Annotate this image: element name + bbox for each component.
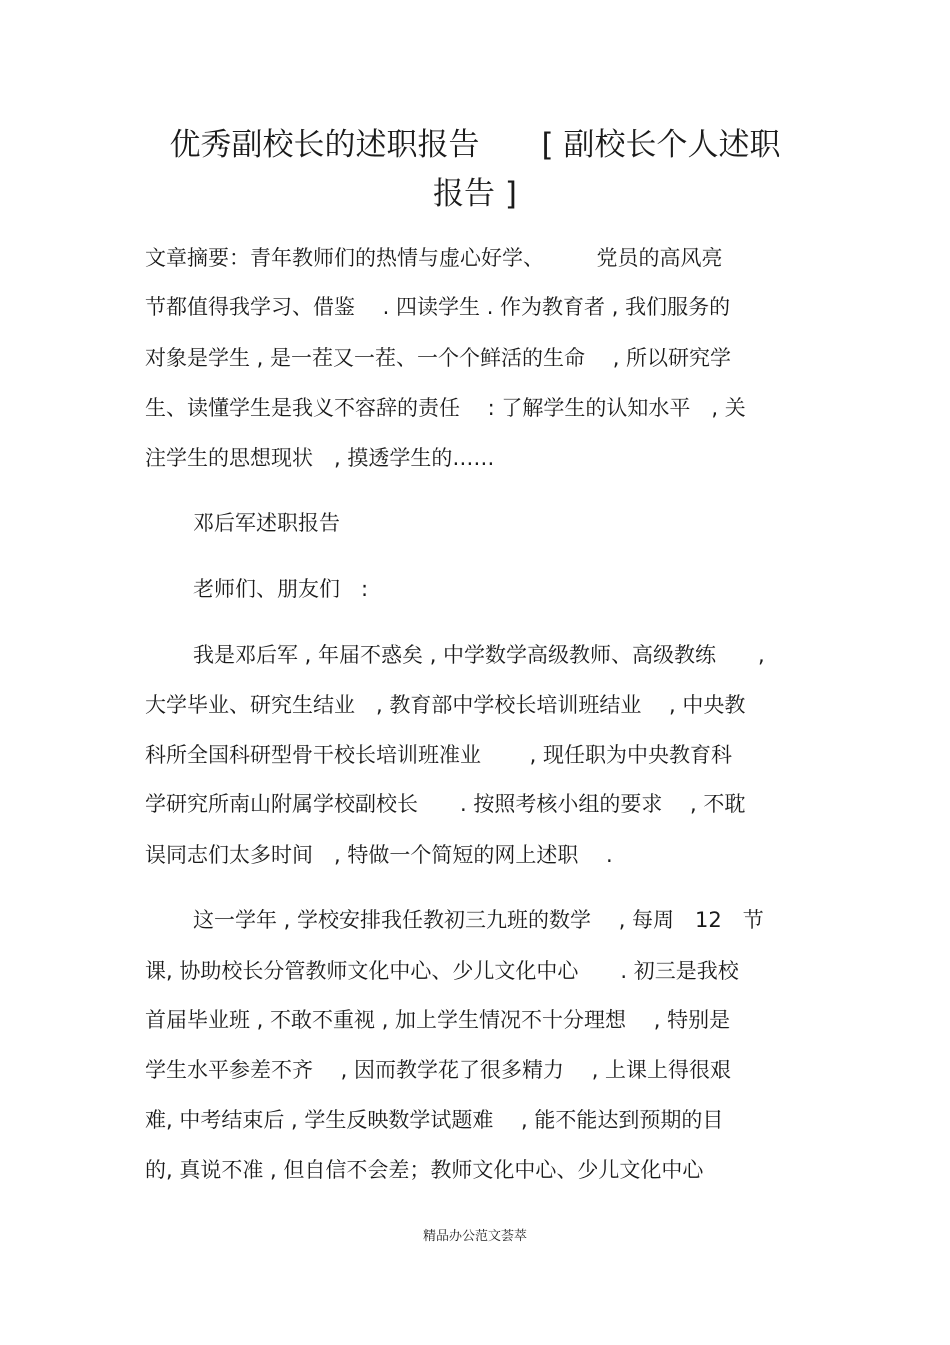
paragraph-2-line-1: 这一学年 , 学校安排我任教初三九班的数学 , 每周 12 节	[193, 908, 764, 932]
paragraph-2-line-5: 难, 中考结束后 , 学生反映数学试题难 , 能不能达到预期的目	[145, 1108, 724, 1132]
section-heading: 邓后军述职报告	[193, 511, 340, 535]
paragraph-2-line-2: 课, 协助校长分管教师文化中心、少儿文化中心 . 初三是我校	[145, 959, 739, 983]
paragraph-1-line-5: 误同志们太多时间 , 特做一个简短的网上述职 .	[145, 843, 613, 867]
paragraph-1-line-1: 我是邓后军 , 年届不惑矣 , 中学数学高级教师、高级教练 ,	[193, 643, 765, 667]
summary-line-2: 节都值得我学习、借鉴 . 四读学生 . 作为教育者 , 我们服务的	[145, 295, 731, 319]
summary-line-3: 对象是学生 , 是一茬又一茬、一个个鲜活的生命 , 所以研究学	[145, 346, 732, 370]
page-footer: 精品办公范文荟萃	[422, 1229, 527, 1244]
paragraph-1-line-2: 大学毕业、研究生结业 , 教育部中学校长培训班结业 , 中央教	[145, 693, 746, 717]
document-title-line-2: 报告 ]	[433, 176, 517, 212]
document-title-line-1: 优秀副校长的述职报告 [ 副校长个人述职	[169, 127, 781, 163]
salutation: 老师们、朋友们 :	[193, 577, 369, 601]
summary-line-4: 生、读懂学生是我义不容辞的责任 : 了解学生的认知水平 , 关	[145, 396, 746, 420]
summary-line-1: 文章摘要：青年教师们的热情与虚心好学、 党员的高风亮	[145, 246, 723, 270]
paragraph-1-line-4: 学研究所南山附属学校副校长 . 按照考核小组的要求 , 不耽	[145, 792, 746, 816]
paragraph-2-line-6: 的, 真说不准 , 但自信不会差；教师文化中心、少儿文化中心	[145, 1158, 704, 1182]
summary-line-5: 注学生的思想现状 , 摸透学生的……	[145, 446, 495, 470]
paragraph-2-line-3: 首届毕业班 , 不敢不重视 , 加上学生情况不十分理想 , 特别是	[145, 1008, 731, 1032]
paragraph-1-line-3: 科所全国科研型骨干校长培训班准业 , 现任职为中央教育科	[145, 743, 733, 767]
paragraph-2-line-4: 学生水平参差不齐 , 因而教学花了很多精力 , 上课上得很艰	[145, 1058, 732, 1082]
